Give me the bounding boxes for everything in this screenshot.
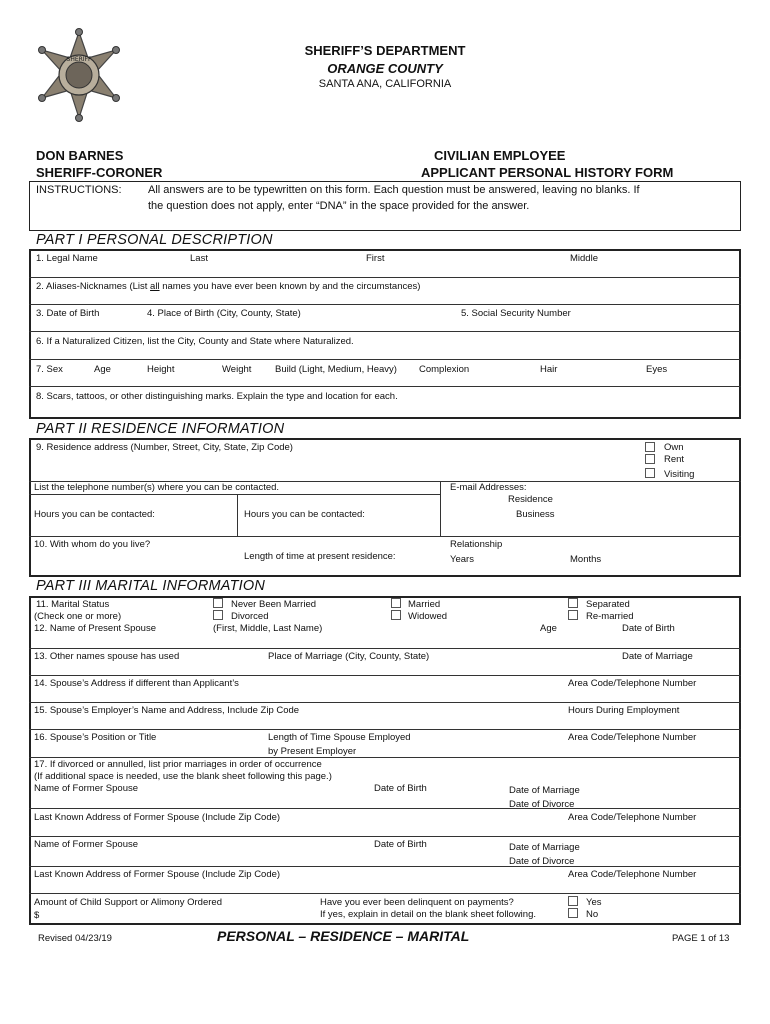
former-spouse-2-field[interactable]: Name of Former Spouse (34, 839, 139, 850)
prior-marriages-label: 17. If divorced or annulled, list prior marriages in order of occurrence (34, 759, 322, 770)
months-field[interactable]: Months (570, 554, 602, 565)
spouse-position-field[interactable]: 16. Spouse’s Position or Title (34, 732, 157, 743)
page-number: PAGE 1 of 13 (672, 933, 730, 944)
former-spouse-1-phone[interactable]: Area Code/Telephone Number (568, 812, 697, 823)
visiting-label: Visiting (664, 469, 695, 480)
part3-title: PART III MARITAL INFORMATION (36, 578, 266, 594)
own-label: Own (664, 442, 684, 453)
separated-checkbox[interactable] (568, 598, 578, 608)
length-employed-label-2: by Present Employer (268, 746, 357, 757)
former-spouse-2-dob[interactable]: Date of Birth (374, 839, 427, 850)
height-field[interactable]: Height (147, 364, 175, 375)
place-marriage-field[interactable]: Place of Marriage (City, County, State) (268, 651, 430, 662)
scars-field[interactable]: 8. Scars, tattoos, or other distinguishing marks. Explain the type and location for each. (36, 391, 398, 402)
email-residence-field[interactable]: Residence (508, 494, 553, 505)
hours-field-2[interactable]: Hours you can be contacted: (244, 509, 365, 520)
former-spouse-1-dom[interactable]: Date of Marriage (509, 785, 580, 796)
revised-date: Revised 04/23/19 (38, 933, 112, 944)
complexion-field[interactable]: Complexion (419, 364, 470, 375)
age-field[interactable]: Age (94, 364, 111, 375)
former-spouse-2-address[interactable]: Last Known Address of Former Spouse (Include Zip Code) (34, 869, 281, 880)
instructions-line2: the question does not apply, enter “DNA” in the space provided for the answer. (148, 200, 530, 212)
check-one-label: (Check one or more) (34, 611, 122, 622)
sheriff-name: DON BARNES (36, 148, 124, 163)
married-checkbox[interactable] (391, 598, 401, 608)
former-spouse-2-dod[interactable]: Date of Divorce (509, 856, 575, 867)
length-employed-field[interactable]: Length of Time Spouse Employed (268, 732, 411, 743)
instructions-line1: All answers are to be typewritten on this form. Each question must be answered, leaving no blanks. If (148, 184, 640, 196)
last-name-label: Last (190, 253, 208, 264)
former-spouse-1-dod[interactable]: Date of Divorce (509, 799, 575, 810)
footer-section-title: PERSONAL – RESIDENCE – MARITAL (217, 928, 470, 944)
aliases-post: names you have ever been known by and the circumstances) (159, 281, 421, 292)
delinquent-yes-label: Yes (586, 897, 602, 908)
legal-name-field[interactable]: 1. Legal Name (36, 253, 98, 264)
rent-checkbox[interactable] (645, 454, 655, 464)
remarried-label: Re-married (586, 611, 634, 622)
dollar-sign: $ (34, 910, 40, 921)
naturalized-field[interactable]: 6. If a Naturalized Citizen, list the City, County and State where Naturalized. (36, 336, 354, 347)
part1-title: PART I PERSONAL DESCRIPTION (36, 232, 273, 248)
rent-label: Rent (664, 454, 685, 465)
widowed-checkbox[interactable] (391, 610, 401, 620)
email-business-field[interactable]: Business (516, 509, 555, 520)
fml-label: (First, Middle, Last Name) (213, 623, 323, 634)
email-label: E-mail Addresses: (450, 482, 527, 493)
widowed-label: Widowed (408, 611, 448, 622)
prior-marriages-note: (If additional space is needed, use the blank sheet following this page.) (34, 771, 332, 782)
middle-name-label: Middle (570, 253, 598, 264)
instructions-label: INSTRUCTIONS: (36, 184, 122, 196)
employer-phone-field[interactable]: Area Code/Telephone Number (568, 732, 697, 743)
hair-field[interactable]: Hair (540, 364, 558, 375)
child-support-field[interactable]: Amount of Child Support or Alimony Ordered (34, 897, 222, 908)
delinquent-yes-checkbox[interactable] (568, 896, 578, 906)
part2-title: PART II RESIDENCE INFORMATION (36, 421, 285, 437)
former-spouse-1-dob[interactable]: Date of Birth (374, 783, 427, 794)
divorced-label: Divorced (231, 611, 269, 622)
visiting-checkbox[interactable] (645, 468, 655, 478)
spouse-employer-field[interactable]: 15. Spouse’s Employer’s Name and Address, Include Zip Code (34, 705, 300, 716)
spouse-name-field[interactable]: 12. Name of Present Spouse (34, 623, 156, 634)
aliases-field[interactable] (36, 281, 420, 292)
aliases-pre: 2. Aliases-Nicknames (List (36, 281, 151, 292)
city-title: SANTA ANA, CALIFORNIA (318, 78, 452, 90)
delinquent-question: Have you ever been delinquent on payments? (320, 897, 514, 908)
svg-text:SHERIFF: SHERIFF (66, 56, 92, 63)
spouse-dob-field[interactable]: Date of Birth (622, 623, 675, 634)
weight-field[interactable]: Weight (222, 364, 252, 375)
remarried-checkbox[interactable] (568, 610, 578, 620)
county-title: ORANGE COUNTY (327, 61, 443, 76)
sex-field[interactable]: 7. Sex (36, 364, 63, 375)
explain-note: If yes, explain in detail on the blank sheet following. (320, 909, 536, 920)
never-married-checkbox[interactable] (213, 598, 223, 608)
never-married-label: Never Been Married (231, 599, 317, 610)
pob-field[interactable]: 4. Place of Birth (City, County, State) (147, 308, 301, 319)
relationship-field[interactable]: Relationship (450, 539, 503, 550)
hours-field-1[interactable]: Hours you can be contacted: (34, 509, 155, 520)
dept-title: SHERIFF’S DEPARTMENT (304, 43, 466, 58)
former-spouse-1-address[interactable]: Last Known Address of Former Spouse (Include Zip Code) (34, 812, 281, 823)
years-field[interactable]: Years (450, 554, 474, 565)
separated-label: Separated (586, 599, 630, 610)
residence-address-field[interactable]: 9. Residence address (Number, Street, City, State, Zip Code) (36, 442, 293, 453)
other-names-field[interactable]: 13. Other names spouse has used (34, 651, 180, 662)
marital-status-label: 11. Marital Status (36, 599, 110, 610)
build-field[interactable]: Build (Light, Medium, Heavy) (275, 364, 397, 375)
sheriff-title: SHERIFF-CORONER (36, 165, 163, 180)
former-spouse-2-dom[interactable]: Date of Marriage (509, 842, 580, 853)
form-title-2: APPLICANT PERSONAL HISTORY FORM (421, 165, 674, 180)
married-label: Married (408, 599, 441, 610)
first-name-label: First (366, 253, 385, 264)
phones-label: List the telephone number(s) where you can be contacted. (34, 482, 280, 493)
delinquent-no-label: No (586, 909, 599, 920)
spouse-address-field[interactable]: 14. Spouse’s Address if different than Applicant’s (34, 678, 239, 689)
ssn-field[interactable]: 5. Social Security Number (461, 308, 571, 319)
own-checkbox[interactable] (645, 442, 655, 452)
delinquent-no-checkbox[interactable] (568, 908, 578, 918)
dob-field[interactable]: 3. Date of Birth (36, 308, 100, 319)
date-marriage-field[interactable]: Date of Marriage (622, 651, 693, 662)
aliases-all: all (150, 281, 160, 292)
divorced-checkbox[interactable] (213, 610, 223, 620)
spouse-age-field[interactable]: Age (540, 623, 557, 634)
hours-employment-field[interactable]: Hours During Employment (568, 705, 680, 716)
length-residence-label: Length of time at present residence: (244, 551, 396, 562)
former-spouse-1-field[interactable]: Name of Former Spouse (34, 783, 139, 794)
eyes-field[interactable]: Eyes (646, 364, 668, 375)
live-with-field[interactable]: 10. With whom do you live? (34, 539, 151, 550)
former-spouse-2-phone[interactable]: Area Code/Telephone Number (568, 869, 697, 880)
form-title-1: CIVILIAN EMPLOYEE (434, 148, 566, 163)
spouse-phone-field[interactable]: Area Code/Telephone Number (568, 678, 697, 689)
